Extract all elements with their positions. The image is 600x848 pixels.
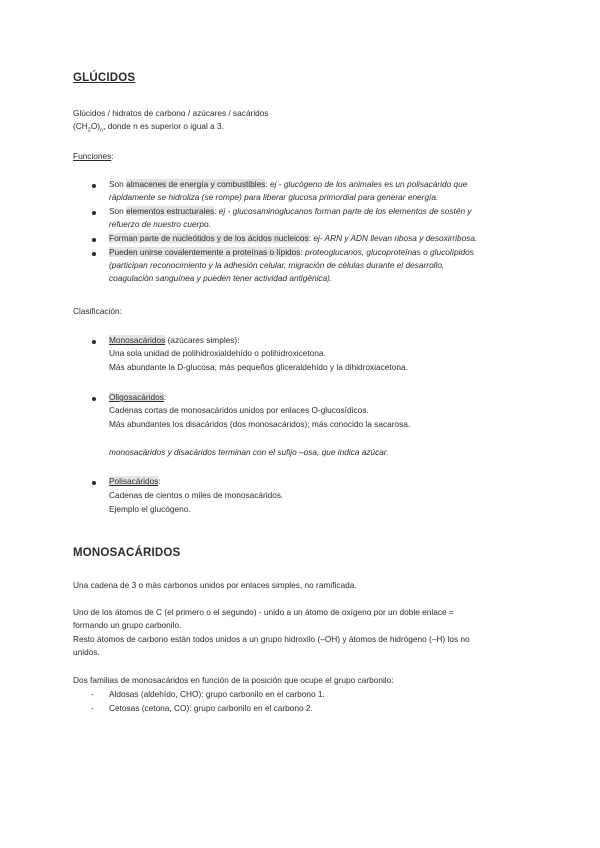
funciones-item: Pueden unirse covalentemente a proteínas o lípidos: proteoglucanos, glucoproteínas o glucolípidos bbox=[109, 247, 474, 257]
bullet-icon bbox=[92, 397, 96, 401]
list-item: Aldosas (aldehído, CHO): grupo carbonilo en el carbono 1. bbox=[109, 689, 325, 699]
paragraph: Resto átomos de carbono están todos unidos a un grupo hidroxilo (–OH) y átomos de hidrógeno (–H) los no bbox=[73, 634, 470, 644]
oligo-note: monosacáridos y disacáridos terminan con el sufijo –osa, que indica azúcar. bbox=[109, 447, 389, 457]
funciones-item-cont: (participan reconocimiento y la adhesión celular, migración de células durante el desarrollo, bbox=[109, 260, 445, 270]
bullet-icon bbox=[92, 211, 96, 215]
poli-line: Ejemplo el glucógeno. bbox=[109, 504, 191, 514]
paragraph: unidos. bbox=[73, 647, 100, 657]
bullet-icon bbox=[92, 340, 96, 344]
bullet-icon bbox=[92, 184, 96, 188]
intro-line: Glúcidos / hidratos de carbono / azúcares / sacáridos bbox=[73, 108, 269, 118]
funciones-item: Forman parte de nucleótidos y de los ácidos nucleicos: ej- ARN y ADN llevan ribosa y desoxirribosa. bbox=[109, 233, 478, 243]
bullet-icon bbox=[92, 252, 96, 256]
page-title: GLÚCIDOS bbox=[73, 72, 136, 84]
bullet-icon bbox=[92, 481, 96, 485]
oligo-title: Oligosacáridos: bbox=[109, 392, 167, 402]
mono-line: Una sola unidad de polihidroxialdehído o polihidroxicetona. bbox=[109, 348, 326, 358]
funciones-heading: Funciones: bbox=[73, 151, 114, 161]
bullet-icon bbox=[92, 238, 96, 242]
poli-title: Polisacáridos: bbox=[109, 476, 161, 486]
paragraph: Una cadena de 3 o más carbonos unidos por enlaces simples, no ramificada. bbox=[73, 580, 357, 590]
funciones-item-cont: coagulación sanguínea y pueden tener actividad antigénica). bbox=[109, 273, 333, 283]
funciones-item-cont: rápidamente se hidroliza (se rompe) para liberar glucosa primordial para generar energía. bbox=[109, 192, 439, 202]
mono-title: Monosacáridos (azúcares simples): bbox=[109, 335, 240, 345]
paragraph: Uno de los átomos de C (el primero o el segundo) - unido a un átomo de oxígeno por un doble enlace = bbox=[73, 607, 454, 617]
formula-line: $(CH_2O)_n$, donde n es superior o igual a 3. bbox=[73, 121, 224, 134]
funciones-item: Son elementos estructurales: ej - glucosaminoglucanos forman parte de los elementos de sostén y bbox=[109, 206, 472, 216]
oligo-line: Cadenas cortas de monosacáridos unidos por enlaces O-glucosídicos. bbox=[109, 405, 369, 415]
funciones-item-cont: refuerzo de nuestro cuerpo. bbox=[109, 219, 211, 229]
paragraph: Dos familias de monosacáridos en función de la posición que ocupe el grupo carbonilo: bbox=[73, 675, 394, 685]
list-item: Cetosas (cetona, CO): grupo carbonilo en el carbono 2. bbox=[109, 703, 313, 713]
clasificacion-heading: Clasificación: bbox=[73, 306, 122, 316]
paragraph: formando un grupo carbonilo. bbox=[73, 620, 182, 630]
dash-marker: - bbox=[91, 689, 94, 699]
funciones-item: Son almacenes de energía y combustibles: ej - glucógeno de los animales es un polisacárido que bbox=[109, 179, 468, 189]
section-heading: MONOSACÁRIDOS bbox=[73, 547, 181, 559]
mono-line: Más abundante la D-glucosa; más pequeños gliceraldehído y la dihidroxiacetona. bbox=[109, 362, 408, 372]
dash-marker: - bbox=[91, 703, 94, 713]
poli-line: Cadenas de cientos o miles de monosacáridos. bbox=[109, 490, 284, 500]
oligo-line: Más abundantes los disacáridos (dos monosacáridos); más conocido la sacarosa. bbox=[109, 419, 411, 429]
